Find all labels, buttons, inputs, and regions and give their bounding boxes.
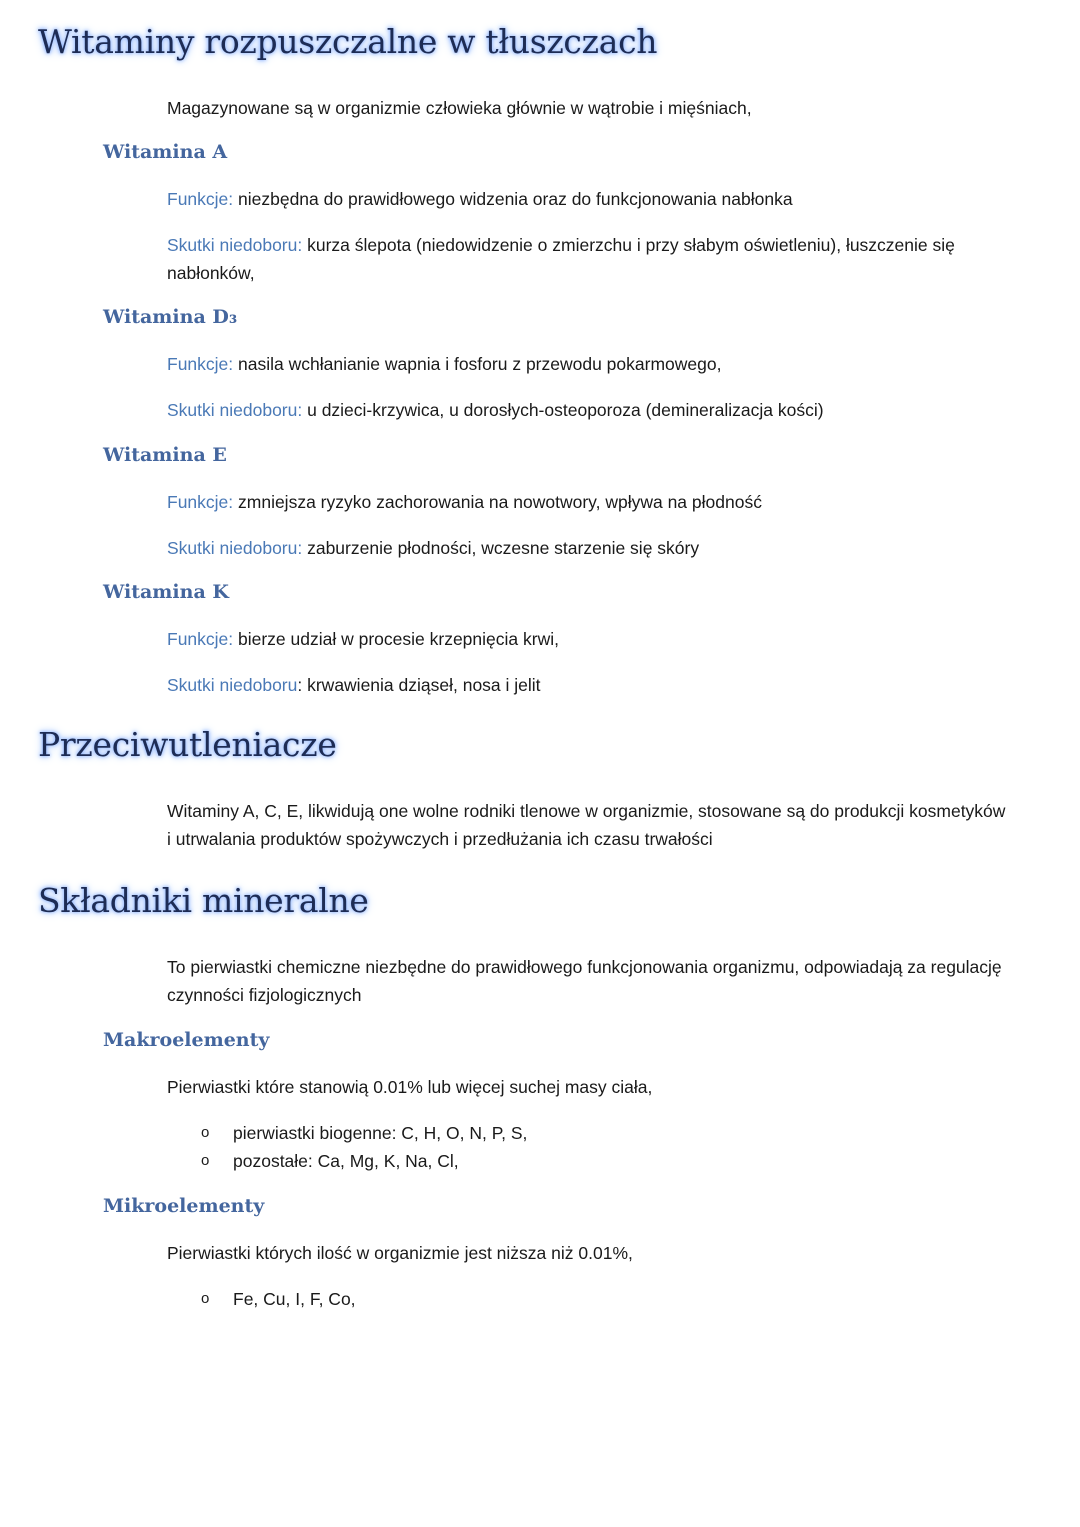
deficiency-label: Skutki niedoboru: xyxy=(167,400,303,420)
heading-fat-soluble-vitamins: Witaminy rozpuszczalne w tłuszczach xyxy=(38,22,658,61)
list-item xyxy=(0,1285,1080,1313)
vitamin-d3-deficiency xyxy=(167,396,1007,424)
vitamin-a-functions xyxy=(167,185,1007,213)
heading-minerals: Składniki mineralne xyxy=(38,881,369,920)
antioxidants-text: Witaminy A, C, E, likwidują one wolne rodniki tlenowe w organizmie, stosowane są do produkcji kosmetyków i utrwalania produktów spożywczych i przedłużania ich czasu trwałości xyxy=(167,801,1006,849)
macroelements-text: Pierwiastki które stanowią 0.01% lub więcej suchej masy ciała, xyxy=(167,1077,653,1097)
functions-text: zmniejsza ryzyko zachorowania na nowotwory, wpływa na płodność xyxy=(233,492,762,512)
heading-microelements: Mikroelementy xyxy=(103,1195,265,1217)
list-item xyxy=(0,1147,1080,1175)
bullet-circle-icon: o xyxy=(201,1290,210,1307)
functions-label: Funkcje: xyxy=(167,492,234,512)
deficiency-text: kurza ślepota (niedowidzenie o zmierzchu i przy słabym oświetleniu), łuszczenie się nabłonków, xyxy=(167,235,955,283)
deficiency-text: : krwawienia dziąseł, nosa i jelit xyxy=(297,675,541,695)
bullet-circle-icon: o xyxy=(201,1124,210,1141)
bullet-circle-icon: o xyxy=(201,1152,210,1169)
heading-macroelements: Makroelementy xyxy=(103,1029,270,1051)
minerals-intro: To pierwiastki chemiczne niezbędne do prawidłowego funkcjonowania organizmu, odpowiadają za regulację czynności fizjologicznych xyxy=(167,957,1002,1005)
functions-label: Funkcje: xyxy=(167,189,234,209)
heading-vitamin-k: Witamina K xyxy=(103,581,229,603)
vitamin-e-functions xyxy=(167,488,1007,516)
functions-label: Funkcje: xyxy=(167,629,234,649)
heading-antioxidants: Przeciwutleniacze xyxy=(38,725,337,764)
heading-vitamin-e: Witamina E xyxy=(103,444,227,466)
fat-soluble-intro: Magazynowane są w organizmie człowieka głównie w wątrobie i mięśniach, xyxy=(167,98,752,118)
vitamin-a-deficiency xyxy=(167,231,1007,287)
heading-vitamin-d3: Witamina D₃ xyxy=(103,306,238,328)
vitamin-e-deficiency xyxy=(167,534,1007,562)
functions-text: niezbędna do prawidłowego widzenia oraz do funkcjonowania nabłonka xyxy=(233,189,793,209)
heading-vitamin-a: Witamina A xyxy=(103,141,228,163)
microelements-text: Pierwiastki których ilość w organizmie jest niższa niż 0.01%, xyxy=(167,1243,633,1263)
functions-text: bierze udział w procesie krzepnięcia krwi, xyxy=(233,629,559,649)
vitamin-k-functions xyxy=(167,625,1007,653)
deficiency-text: u dzieci-krzywica, u dorosłych-osteoporoza (demineralizacja kości) xyxy=(302,400,824,420)
deficiency-label: Skutki niedoboru: xyxy=(167,538,303,558)
deficiency-label: Skutki niedoboru xyxy=(167,675,298,695)
vitamin-d3-functions xyxy=(167,350,1007,378)
functions-text: nasila wchłanianie wapnia i fosforu z przewodu pokarmowego, xyxy=(233,354,722,374)
list-item-text: pierwiastki biogenne: C, H, O, N, P, S, xyxy=(233,1123,528,1143)
deficiency-label: Skutki niedoboru: xyxy=(167,235,303,255)
list-item xyxy=(0,1119,1080,1147)
list-item-text: pozostałe: Ca, Mg, K, Na, Cl, xyxy=(233,1151,459,1171)
deficiency-text: zaburzenie płodności, wczesne starzenie się skóry xyxy=(302,538,700,558)
list-item-text: Fe, Cu, I, F, Co, xyxy=(233,1289,356,1309)
vitamin-k-deficiency xyxy=(167,671,1007,699)
functions-label: Funkcje: xyxy=(167,354,234,374)
